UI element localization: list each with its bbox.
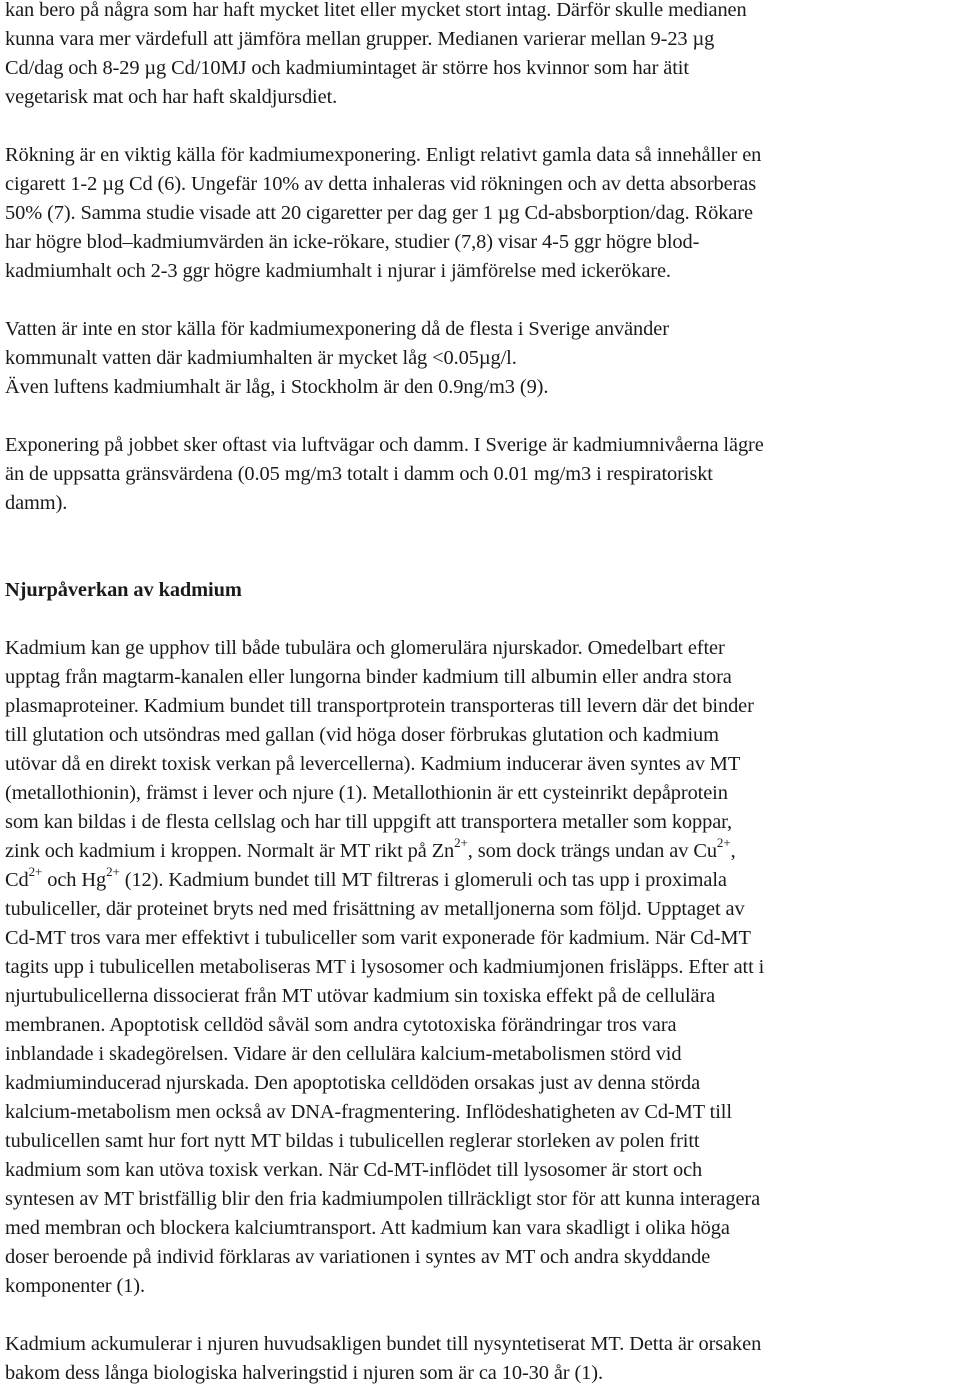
text-line: vegetarisk mat och har haft skaldjursdiet. <box>5 86 338 108</box>
paragraph-water-air <box>5 315 960 402</box>
text-line: upptag från magtarm-kanalen eller lungorna binder kadmium till albumin eller andra stora <box>5 666 732 688</box>
text-line: Cd/dag och 8-29 µg Cd/10MJ och kadmiumintaget är större hos kvinnor som har ätit <box>5 57 689 79</box>
text-line: syntesen av MT bristfällig blir den fria kadmiumpolen tillräckligt stor för att kunna interagera <box>5 1188 761 1210</box>
text-line: har högre blod–kadmiumvärden än icke-rökare, studier (7,8) visar 4-5 ggr högre blod- <box>5 231 700 253</box>
text-fragment: Cd <box>5 869 29 891</box>
text-line: Rökning är en viktig källa för kadmiumexponering. Enligt relativt gamla data så innehåller en <box>5 144 762 166</box>
text-line: plasmaproteiner. Kadmium bundet till transportprotein transporteras till levern där det binder <box>5 695 754 717</box>
paragraph-smoking <box>5 141 960 286</box>
text-line: Kadmium kan ge upphov till både tubulära och glomerulära njurskador. Omedelbart efter <box>5 637 725 659</box>
text-line: membranen. Apoptotisk celldöd såväl som andra cytotoxiska förändringar tros vara <box>5 1014 677 1036</box>
text-line: Även luftens kadmiumhalt är låg, i Stockholm är den 0.9ng/m3 (9). <box>5 376 549 398</box>
text-line: Exponering på jobbet sker oftast via luftvägar och damm. I Sverige är kadmiumnivåerna lägre <box>5 434 764 456</box>
text-line: tubulicellen samt hur fort nytt MT bildas i tubulicellen reglerar storleken av polen fritt <box>5 1130 700 1152</box>
text-line: kalcium-metabolism men också av DNA-fragmentering. Inflödeshatigheten av Cd-MT till <box>5 1101 732 1123</box>
text-line: komponenter (1). <box>5 1275 145 1297</box>
text-line: kadmium som kan utöva toxisk verkan. När Cd-MT-inflödet till lysosomer är stort och <box>5 1159 703 1181</box>
text-line: 50% (7). Samma studie visade att 20 cigaretter per dag ger 1 µg Cd-absborption/dag. Rökare <box>5 202 753 224</box>
document-page <box>5 0 960 1388</box>
text-line: kadmiumhalt och 2-3 ggr högre kadmiumhalt i njurar i jämförelse med ickerökare. <box>5 260 671 282</box>
superscript-charge: 2+ <box>28 864 43 880</box>
text-fragment: , som dock trängs undan av Cu <box>467 840 717 862</box>
superscript-charge: 2+ <box>454 835 468 851</box>
text-fragment: och Hg <box>42 869 107 891</box>
text-line: än de uppsatta gränsvärdena (0.05 mg/m3 totalt i damm och 0.01 mg/m3 i respiratoriskt <box>5 463 713 485</box>
text-line: Vatten är inte en stor källa för kadmiumexponering då de flesta i Sverige använder <box>5 318 669 340</box>
text-line: kan bero på några som har haft mycket litet eller mycket stort intag. Därför skulle medianen <box>5 0 747 21</box>
section-heading: Njurpåverkan av kadmium <box>5 579 242 601</box>
paragraph-median-intake <box>5 0 960 112</box>
text-line: kadmiuminducerad njurskada. Den apoptotiska celldöden orsakas just av denna störda <box>5 1072 701 1094</box>
paragraph-kidney-effects <box>5 634 960 1301</box>
text-line: doser beroende på individ förklaras av variationen i syntes av MT och andra skyddande <box>5 1246 711 1268</box>
text-line: kommunalt vatten där kadmiumhalten är mycket låg <0.05µg/l. <box>5 347 517 369</box>
text-line: (metallothionin), främst i lever och njure (1). Metallothionin är ett cysteinrikt depåprotein <box>5 782 728 804</box>
superscript-charge: 2+ <box>106 864 120 880</box>
text-line <box>5 864 727 891</box>
text-line: njurtubulicellerna dissocierat från MT utövar kadmium sin toxiska effekt på de cellulära <box>5 985 716 1007</box>
text-line <box>5 835 736 862</box>
text-line: som kan bildas i de flesta cellslag och har till uppgift att transportera metaller som koppar, <box>5 811 733 833</box>
paragraph-accumulation <box>5 1330 960 1388</box>
text-line: Cd-MT tros vara mer effektivt i tubuliceller som varit exponerade för kadmium. När Cd-MT <box>5 927 751 949</box>
text-line: damm). <box>5 492 68 514</box>
text-line: tubuliceller, där proteinet bryts ned med frisättning av metalljonerna som följd. Upptaget av <box>5 898 745 920</box>
text-line: cigarett 1-2 µg Cd (6). Ungefär 10% av detta inhaleras vid rökningen och av detta absorberas <box>5 173 757 195</box>
text-line: kunna vara mer värdefull att jämföra mellan grupper. Medianen varierar mellan 9-23 µg <box>5 28 715 50</box>
text-line: Kadmium ackumulerar i njuren huvudsakligen bundet till nysyntetiserat MT. Detta är orsaken <box>5 1333 762 1355</box>
superscript-charge: 2+ <box>716 835 731 851</box>
text-line: utövar då en direkt toxisk verkan på levercellerna). Kadmium inducerar även syntes av MT <box>5 753 741 775</box>
text-fragment: zink och kadmium i kroppen. Normalt är MT rikt på Zn <box>5 840 455 862</box>
text-line: med membran och blockera kalciumtransport. Att kadmium kan vara skadligt i olika höga <box>5 1217 730 1239</box>
text-fragment: , <box>730 840 736 862</box>
text-line: inblandade i skadegörelsen. Vidare är den cellulära kalcium-metabolismen störd vid <box>5 1043 682 1065</box>
paragraph-occupational <box>5 431 960 518</box>
text-fragment: (12). Kadmium bundet till MT filtreras i glomeruli och tas upp i proximala <box>119 869 727 891</box>
text-line: till glutation och utsöndras med gallan (vid höga doser förbrukas glutation och kadmium <box>5 724 719 746</box>
text-line: tagits upp i tubulicellen metaboliseras MT i lysosomer och kadmiumjonen frisläpps. Efter att i <box>5 956 765 978</box>
text-line: bakom dess långa biologiska halveringstid i njuren som är ca 10-30 år (1). <box>5 1362 603 1384</box>
